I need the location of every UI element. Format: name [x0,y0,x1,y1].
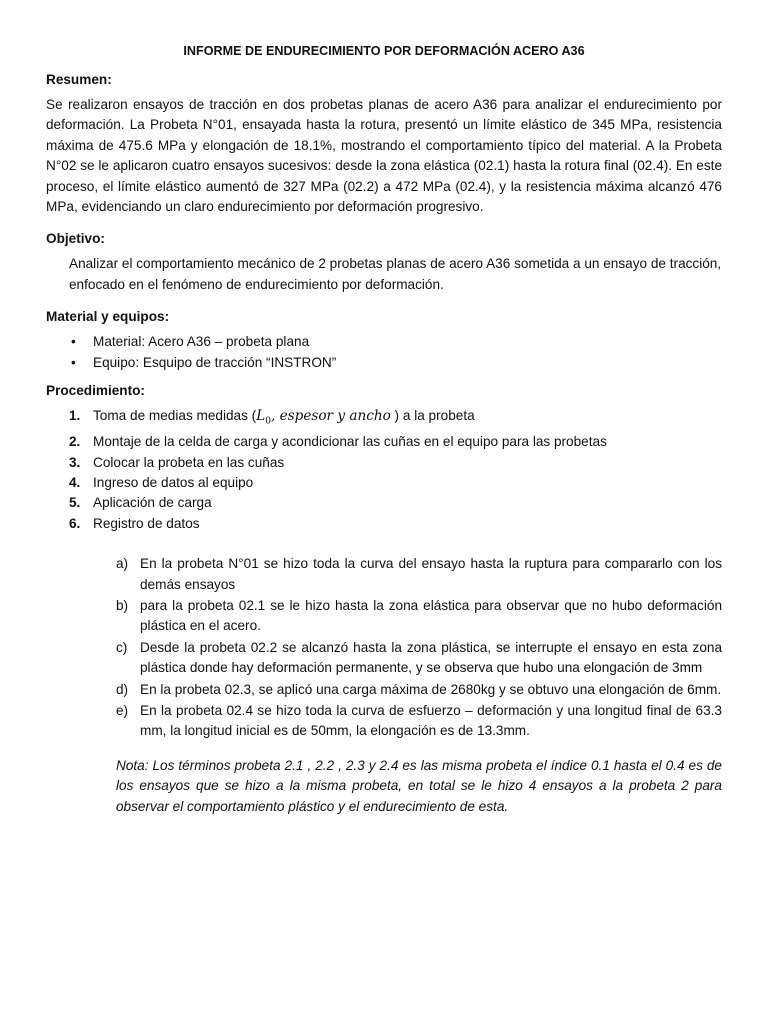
resumen-heading: Resumen: [46,72,112,87]
step-number: 4. [69,475,81,490]
subitem-text: En la probeta 02.4 se hizo toda la curva de esfuerzo – deformación y una longitud final de 63.3 mm, la longitud inicial es de 50mm, la elongación es de 13.3mm. [140,703,722,739]
step-text: Colocar la probeta en las cuñas [93,454,285,470]
material-heading: Material y equipos: [46,309,170,325]
procedure-steps [46,406,722,534]
subitem-text: En la probeta N°01 se hizo toda la curva del ensayo hasta la ruptura para compararlo con los demás ensayos [140,556,722,592]
list-item [46,353,722,373]
material-list [46,332,722,373]
list-item [46,332,722,352]
material-item-text: Equipo: Esquipo de tracción “INSTRON” [93,354,337,370]
subitem-letter: b) [116,598,129,614]
list-item [46,406,722,432]
step-number: 3. [69,454,81,470]
step-text: Ingreso de datos al equipo [93,475,254,490]
list-item [116,680,722,700]
subitem-letter: c) [116,639,128,655]
step-text: Registro de datos [93,515,200,531]
list-item [46,514,722,534]
subitem-letter: d) [116,681,129,697]
math-expression: , espesor y ancho [270,408,391,425]
bullet-icon: • [71,334,76,350]
subitem-letter: e) [116,703,129,719]
list-item [116,638,722,679]
subitem-text: para la probeta 02.1 se le hizo hasta la zona elástica para observar que no hubo deformación plástica en el acero. [140,598,722,634]
step-text-post: ) a la probeta [390,408,475,424]
objetivo-text: Analizar el comportamiento mecánico de 2 probetas planas de acero A36 sometida a un ensayo de tracción, enfocado en el fenómeno de endurecimiento por deformación. [69,256,722,292]
procedimiento-heading: Procedimiento: [46,383,145,399]
objetivo-heading: Objetivo: [46,231,105,247]
step-text: Montaje de la celda de carga y acondicionar las cuñas en el equipo para las probetas [93,434,607,450]
list-item [46,432,722,452]
procedure-subitems [46,554,722,742]
list-item [116,596,722,637]
step-text-pre: Toma de medias medidas ( [93,408,257,424]
math-variable: L [256,408,266,425]
step-number: 5. [69,495,81,511]
subitem-text: Desde la probeta 02.2 se alcanzó hasta la zona plástica, se interrupte el ensayo en esta zona plástica donde hay deformación permanente, y se observa que hubo una elongación de 3mm [140,639,722,676]
list-item [46,453,722,473]
subitem-letter: a) [116,556,129,572]
resumen-text: Se realizaron ensayos de tracción en dos probetas planas de acero A36 para analizar el endurecimiento por deformación. La Probeta N°01, ensayada hasta la rotura, presentó un límite elástico de 345 MPa, resistencia máxima de 475.6 MPa y elongación de 18.1%, mostrando el comportamiento típico del material. A la Probeta N°02 se le aplicaron cuatro ensayos sucesivos: desde la zona elástica (02.1) hasta la rotura final (02.4). En este proceso, el límite elástico aumentó de 327 MPa (02.2) a 472 MPa (02.4), y la resistencia máxima alcanzó 476 MPa, evidenciando un claro endurecimiento por deformación progresivo. [46,97,722,215]
list-item [46,473,722,493]
step-text: Aplicación de carga [93,495,212,511]
step-number: 6. [69,515,81,531]
bullet-icon: • [71,354,76,370]
list-item [116,554,722,595]
note-text: Nota: Los términos probeta 2.1 , 2.2 , 2.3 y 2.4 es las misma probeta el índice 0.1 hasta el 0.4 es de los ensayos que se hizo a la misma probeta, en total se le hizo 4 ensayos a la probeta 2 para observar el comportamiento plástico y el endurecimiento de esta. [116,757,722,814]
material-item-text: Material: Acero A36 – probeta plana [93,334,310,350]
step-number: 2. [69,434,81,450]
subitem-text: En la probeta 02.3, se aplicó una carga máxima de 2680kg y se obtuvo una elongación de 6mm. [140,681,722,697]
list-item [46,493,722,513]
document-title: INFORME DE ENDURECIMIENTO POR DEFORMACIÓN ACERO A36 [183,44,585,58]
list-item [116,701,722,742]
math-subscript: 0 [265,416,271,427]
step-number: 1. [69,408,81,424]
